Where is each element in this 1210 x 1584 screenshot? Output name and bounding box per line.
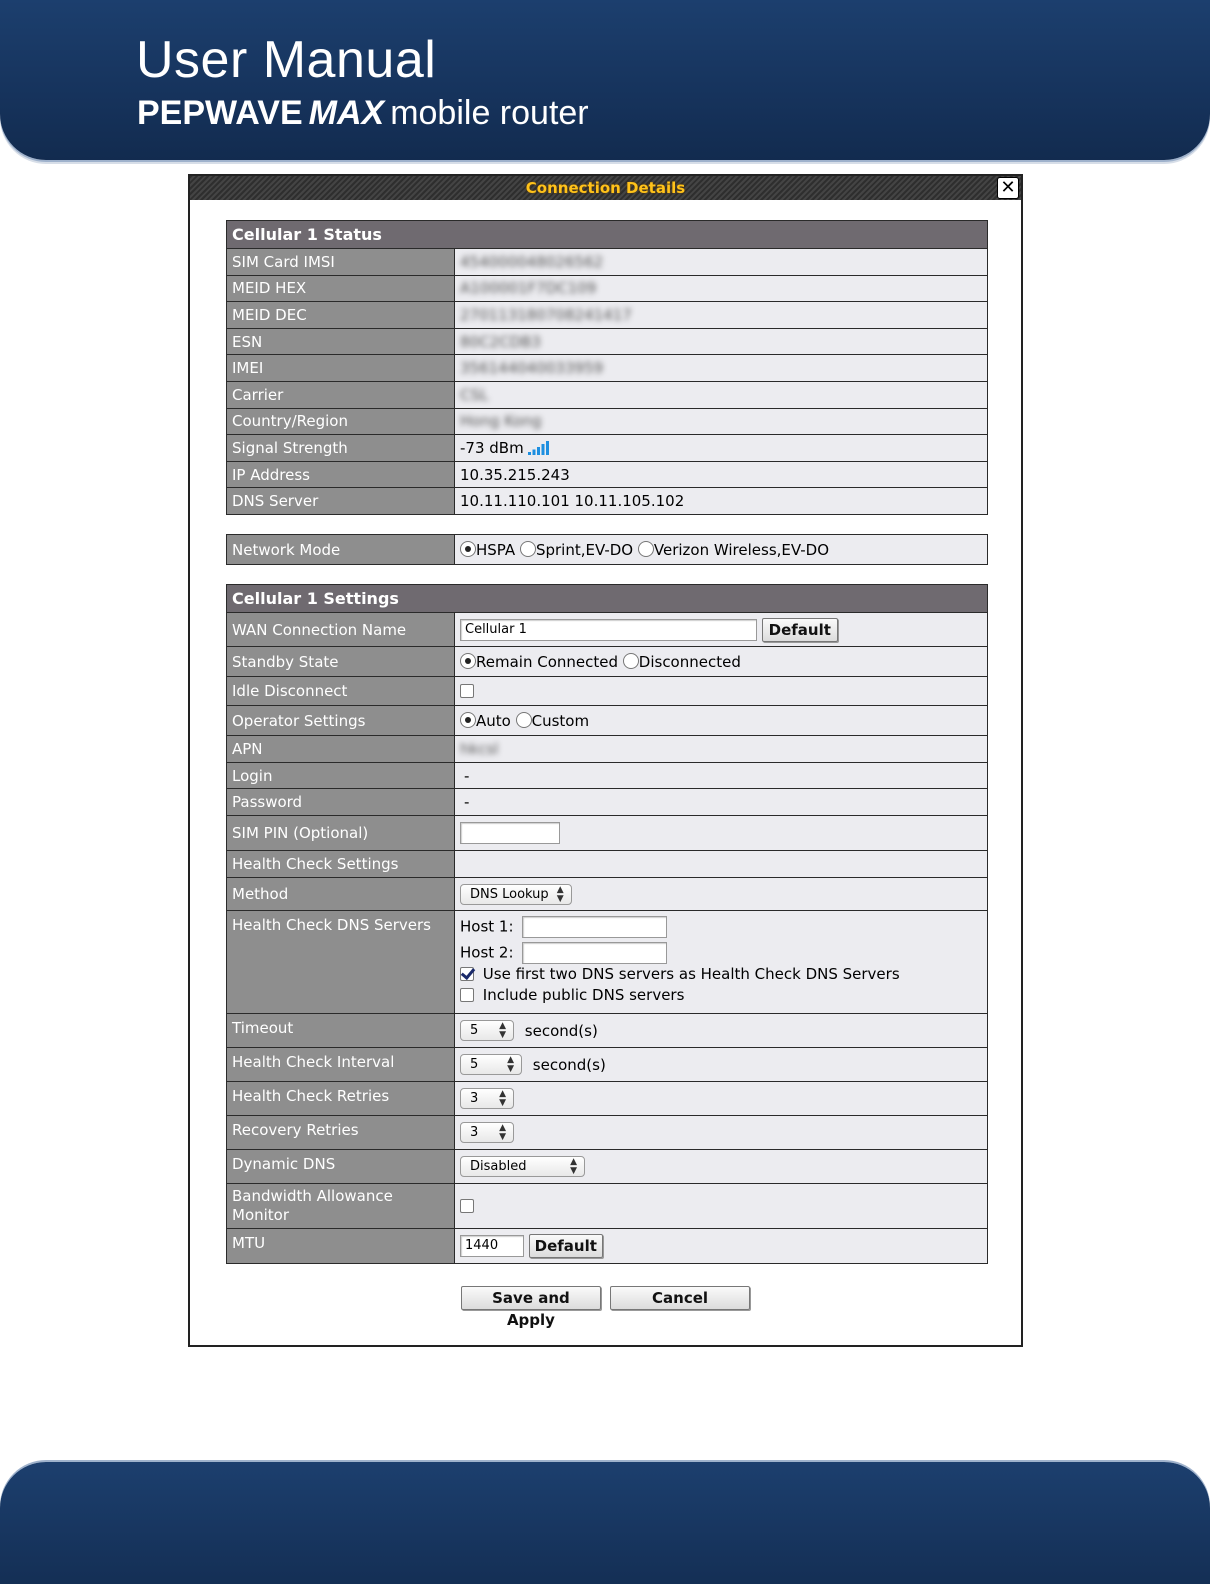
settings-header: Cellular 1 Settings xyxy=(227,585,988,613)
close-icon[interactable]: ✕ xyxy=(997,177,1019,199)
country-value: Hong Kong xyxy=(460,412,542,431)
radio-label: Remain Connected xyxy=(476,652,618,671)
use-first-two-dns-checkbox[interactable] xyxy=(460,967,474,981)
cancel-button[interactable]: Cancel xyxy=(610,1286,750,1310)
apn-value: hkcsl xyxy=(460,740,499,758)
radio-label: Disconnected xyxy=(638,652,741,671)
recovery-select-value: 3 xyxy=(470,1125,479,1140)
status-label: IMEI xyxy=(227,355,455,382)
interval-unit: second(s) xyxy=(532,1055,606,1074)
password-label: Password xyxy=(227,789,455,816)
dns-server-value: 10.11.110.101 10.11.105.102 xyxy=(455,488,988,515)
retries-select-value: 3 xyxy=(470,1091,479,1106)
login-value: - xyxy=(455,763,988,789)
host1-input[interactable] xyxy=(522,916,667,938)
host1-row xyxy=(460,916,982,938)
product-name: mobile router xyxy=(390,94,589,132)
radio-label: Verizon Wireless,EV-DO xyxy=(653,540,830,559)
network-mode-hspa-radio[interactable] xyxy=(460,541,476,557)
cellular-settings-table xyxy=(226,584,988,1264)
sim-imsi-value: 454000048026562 xyxy=(460,252,604,271)
manual-subtitle xyxy=(137,94,589,133)
manual-footer-banner xyxy=(0,1462,1210,1584)
signal-strength-value: -73 dBm xyxy=(460,438,524,457)
model-name: MAX xyxy=(308,94,385,132)
health-check-retries-label: Health Check Retries xyxy=(227,1082,455,1116)
status-label: Carrier xyxy=(227,381,455,408)
dialog-title: Connection Details xyxy=(525,179,686,197)
interval-select[interactable] xyxy=(460,1054,522,1075)
save-and-apply-button[interactable]: Save and Apply xyxy=(461,1286,601,1310)
manual-title: User Manual xyxy=(136,31,437,89)
select-arrows-icon: ▲ ▼ xyxy=(507,1055,514,1074)
include-public-row xyxy=(460,985,982,1006)
method-select-value: DNS Lookup xyxy=(470,886,549,902)
timeout-select[interactable] xyxy=(460,1020,514,1041)
health-check-settings-value xyxy=(455,851,988,878)
select-arrows-icon: ▲ ▼ xyxy=(499,1123,506,1142)
brand-name: PEPWAVE xyxy=(137,94,303,132)
meid-hex-value: A100001F7DC109 xyxy=(460,279,597,298)
operator-settings-label: Operator Settings xyxy=(227,706,455,736)
status-label: IP Address xyxy=(227,461,455,488)
mtu-label: MTU xyxy=(227,1229,455,1264)
include-public-dns-label: Include public DNS servers xyxy=(482,986,685,1004)
interval-select-value: 5 xyxy=(470,1057,479,1072)
timeout-unit: second(s) xyxy=(524,1021,598,1040)
health-check-settings-label: Health Check Settings xyxy=(227,851,455,878)
wan-name-input[interactable]: Cellular 1 xyxy=(460,619,757,641)
status-label: Signal Strength xyxy=(227,435,455,462)
dialog-titlebar xyxy=(190,176,1021,200)
method-label: Method xyxy=(227,878,455,911)
retries-select[interactable] xyxy=(460,1088,514,1109)
login-label: Login xyxy=(227,763,455,789)
dynamic-dns-label: Dynamic DNS xyxy=(227,1150,455,1184)
network-mode-verizon-radio[interactable] xyxy=(638,541,654,557)
network-mode-table xyxy=(226,534,988,565)
status-label: ESN xyxy=(227,328,455,355)
status-label: MEID HEX xyxy=(227,275,455,302)
status-label: SIM Card IMSI xyxy=(227,249,455,276)
password-value: - xyxy=(455,789,988,816)
health-check-interval-label: Health Check Interval xyxy=(227,1048,455,1082)
operator-auto-radio[interactable] xyxy=(460,712,476,728)
ddns-select[interactable] xyxy=(460,1156,585,1177)
radio-label: Auto xyxy=(476,711,511,730)
sim-pin-input[interactable] xyxy=(460,822,560,844)
idle-disconnect-label: Idle Disconnect xyxy=(227,677,455,706)
host1-label: Host 1: xyxy=(460,917,514,936)
bandwidth-monitor-checkbox[interactable] xyxy=(460,1199,474,1213)
select-arrows-icon: ▲ ▼ xyxy=(556,884,564,904)
status-label: Country/Region xyxy=(227,408,455,435)
include-public-dns-checkbox[interactable] xyxy=(460,988,474,1002)
select-arrows-icon: ▲ ▼ xyxy=(499,1021,506,1040)
standby-state-label: Standby State xyxy=(227,647,455,677)
dialog-actions xyxy=(190,1286,1021,1329)
ip-address-value: 10.35.215.243 xyxy=(455,461,988,488)
carrier-value: CSL xyxy=(460,385,489,404)
method-select[interactable] xyxy=(460,884,572,905)
signal-bars-icon xyxy=(528,441,550,455)
esn-value: 80C2CDB3 xyxy=(460,332,541,351)
status-label: MEID DEC xyxy=(227,302,455,329)
cellular-status-table xyxy=(226,220,988,515)
select-arrows-icon: ▲ ▼ xyxy=(499,1089,506,1108)
meid-dec-value: 270113180708241417 xyxy=(460,305,632,324)
operator-custom-radio[interactable] xyxy=(516,712,532,728)
bandwidth-monitor-label: Bandwidth Allowance Monitor xyxy=(227,1184,455,1229)
status-label: DNS Server xyxy=(227,488,455,515)
use-first-two-row xyxy=(460,964,982,985)
radio-label: HSPA xyxy=(476,540,516,559)
host2-input[interactable] xyxy=(522,942,667,964)
idle-disconnect-checkbox[interactable] xyxy=(460,684,474,698)
radio-label: Custom xyxy=(531,711,590,730)
wan-name-label: WAN Connection Name xyxy=(227,613,455,647)
connection-details-dialog xyxy=(188,174,1023,1347)
timeout-select-value: 5 xyxy=(470,1023,479,1038)
status-header: Cellular 1 Status xyxy=(227,221,988,249)
apn-label: APN xyxy=(227,736,455,763)
host2-row xyxy=(460,942,982,964)
standby-disconnected-radio[interactable] xyxy=(623,653,639,669)
ddns-select-value: Disabled xyxy=(470,1159,527,1174)
network-mode-label: Network Mode xyxy=(227,535,455,565)
network-mode-sprint-radio[interactable] xyxy=(520,541,536,557)
radio-label: Sprint,EV-DO xyxy=(535,540,634,559)
recovery-select[interactable] xyxy=(460,1122,514,1143)
manual-header-banner xyxy=(0,0,1210,160)
mtu-default-button[interactable]: Default xyxy=(529,1234,603,1258)
health-check-dns-label: Health Check DNS Servers xyxy=(227,911,455,1014)
mtu-input[interactable]: 1440 xyxy=(460,1235,524,1257)
select-arrows-icon: ▲ ▼ xyxy=(570,1157,577,1176)
timeout-label: Timeout xyxy=(227,1014,455,1048)
wan-name-default-button[interactable]: Default xyxy=(762,618,838,642)
standby-remain-connected-radio[interactable] xyxy=(460,653,476,669)
use-first-two-dns-label: Use first two DNS servers as Health Check DNS Servers xyxy=(482,965,900,983)
recovery-retries-label: Recovery Retries xyxy=(227,1116,455,1150)
host2-label: Host 2: xyxy=(460,943,514,962)
imei-value: 356144040033959 xyxy=(460,359,604,378)
sim-pin-label: SIM PIN (Optional) xyxy=(227,816,455,851)
